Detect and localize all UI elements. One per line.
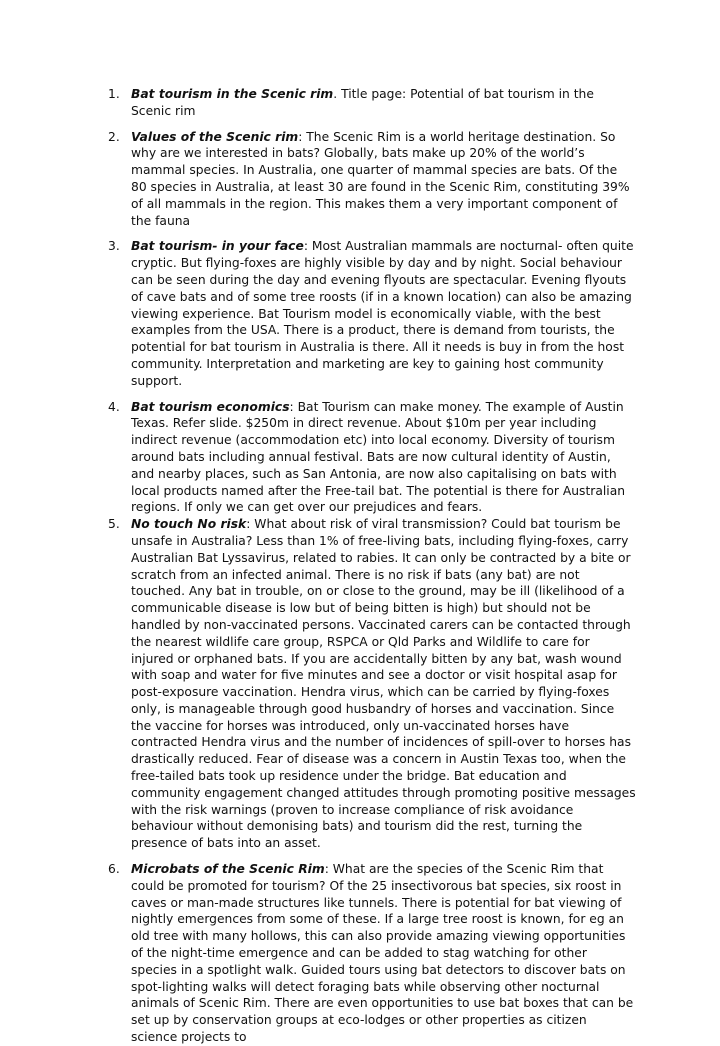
item-separator: : bbox=[289, 399, 294, 414]
item-number: 3. bbox=[108, 239, 120, 254]
list-item bbox=[108, 86, 636, 120]
item-body: What are the species of the Scenic Rim that could be promoted for tourism? Of the 25 insectivorous bat species, six roost in caves or man-made structures like tunnels. There is potential for bat viewing of nightly emergences from some of these. If a large tree roost is known, for eg an old tree with many hollows, this can also provide amazing viewing opportunities of the night-time emergence and can be added to stag watching for other species in a spotlight walk. Guided tours using bat detectors to discover bats on spot-lighting walks will detect foraging bats while observing other nocturnal animals of Scenic Rim. There are even opportunities to use bat boxes that can be set up by conservation groups at eco-lodges or other properties as citizen science projects to bbox=[131, 862, 634, 1045]
item-body: Most Australian mammals are nocturnal- often quite cryptic. But flying-foxes are highly visible by day and by night. Social behaviour can be seen during the day and evening flyouts are spectacular. Evening flyouts of cave bats and of some tree roosts (if in a known location) can also be amazing viewing experience. Bat Tourism model is economically viable, with the best examples from the USA. There is a product, there is demand from tourists, the potential for bat tourism in Australia is there. All it needs is buy in from the host community. Interpretation and marketing are key to gaining host community support. bbox=[131, 239, 634, 388]
item-separator: : bbox=[324, 862, 329, 877]
item-number: 5. bbox=[108, 517, 120, 532]
item-title: Bat tourism- in your face bbox=[131, 239, 304, 254]
list-item bbox=[108, 399, 636, 517]
list-item bbox=[108, 129, 636, 230]
item-body: Title page: Potential of bat tourism in the Scenic rim bbox=[131, 87, 594, 118]
list-item bbox=[108, 516, 636, 852]
list-item bbox=[108, 238, 636, 389]
list-item bbox=[108, 861, 636, 1046]
item-title: Bat tourism economics bbox=[131, 399, 290, 414]
item-separator: . bbox=[333, 87, 338, 101]
item-separator: : bbox=[303, 239, 308, 254]
item-title: Microbats of the Scenic Rim bbox=[131, 862, 325, 877]
item-title: Bat tourism in the Scenic rim bbox=[131, 87, 334, 101]
item-number: 4. bbox=[108, 399, 120, 414]
item-title: No touch No risk bbox=[131, 517, 247, 532]
item-number: 6. bbox=[108, 862, 120, 877]
item-separator: : bbox=[246, 517, 251, 532]
item-number: 2. bbox=[108, 129, 120, 144]
item-separator: : bbox=[298, 129, 303, 144]
item-body: The Scenic Rim is a world heritage destination. So why are we interested in bats? Globally, bats make up 20% of the world’s mammal species. In Australia, one quarter of mammal species are bats. Of the 80 species in Australia, at least 30 are found in the Scenic Rim, constituting 39% of all mammals in the region. This makes them a very important component of the fauna bbox=[131, 129, 630, 228]
item-body: What about risk of viral transmission? Could bat tourism be unsafe in Australia? Less than 1% of free-living bats, including flying-foxes, carry Australian Bat Lyssavirus, related to rabies. It can only be contracted by a bite or scratch from an infected animal. There is no risk if bats (any bat) are not touched. Any bat in trouble, on or close to the ground, may be ill (likelihood of a communicable disease is low but of being bitten is high) but should not be handled by non-vaccinated persons. Vaccinated carers can be contacted through the nearest wildlife care group, RSPCA or Qld Parks and Wildlife to care for injured or orphaned bats. If you are accidentally bitten by any bat, wash wound with soap and water for five minutes and see a doctor or visit hospital asap for post-exposure vaccination. Hendra virus, which can be carried by flying-foxes only, is manageable through good husbandry of horses and vaccination. Since the vaccine for horses was introduced, only un-vaccinated horses have contracted Hendra virus and the number of incidences of spill-over to horses has drastically reduced. Fear of disease was a concern in Austin Texas too, when the free-tailed bats took up residence under the bridge. Bat education and community engagement changed attitudes through promoting positive messages with the risk warnings (proven to increase compliance of risk avoidance behaviour without demonising bats) and tourism did the rest, turning the presence of bats into an asset. bbox=[131, 517, 636, 851]
numbered-list bbox=[108, 86, 636, 1046]
item-number: 1. bbox=[108, 87, 120, 101]
item-title: Values of the Scenic rim bbox=[131, 129, 299, 144]
item-body: Bat Tourism can make money. The example of Austin Texas. Refer slide. $250m in direct revenue. About $10m per year including indirect revenue (accommodation etc) into local economy. Diversity of tourism around bats including annual festival. Bats are now cultural identity of Austin, and nearby places, such as San Antonia, are now also capitalising on bats with local products named after the Free-tail bat. The potential is there for Australian regions. If only we can get over our prejudices and fears. bbox=[131, 399, 626, 515]
